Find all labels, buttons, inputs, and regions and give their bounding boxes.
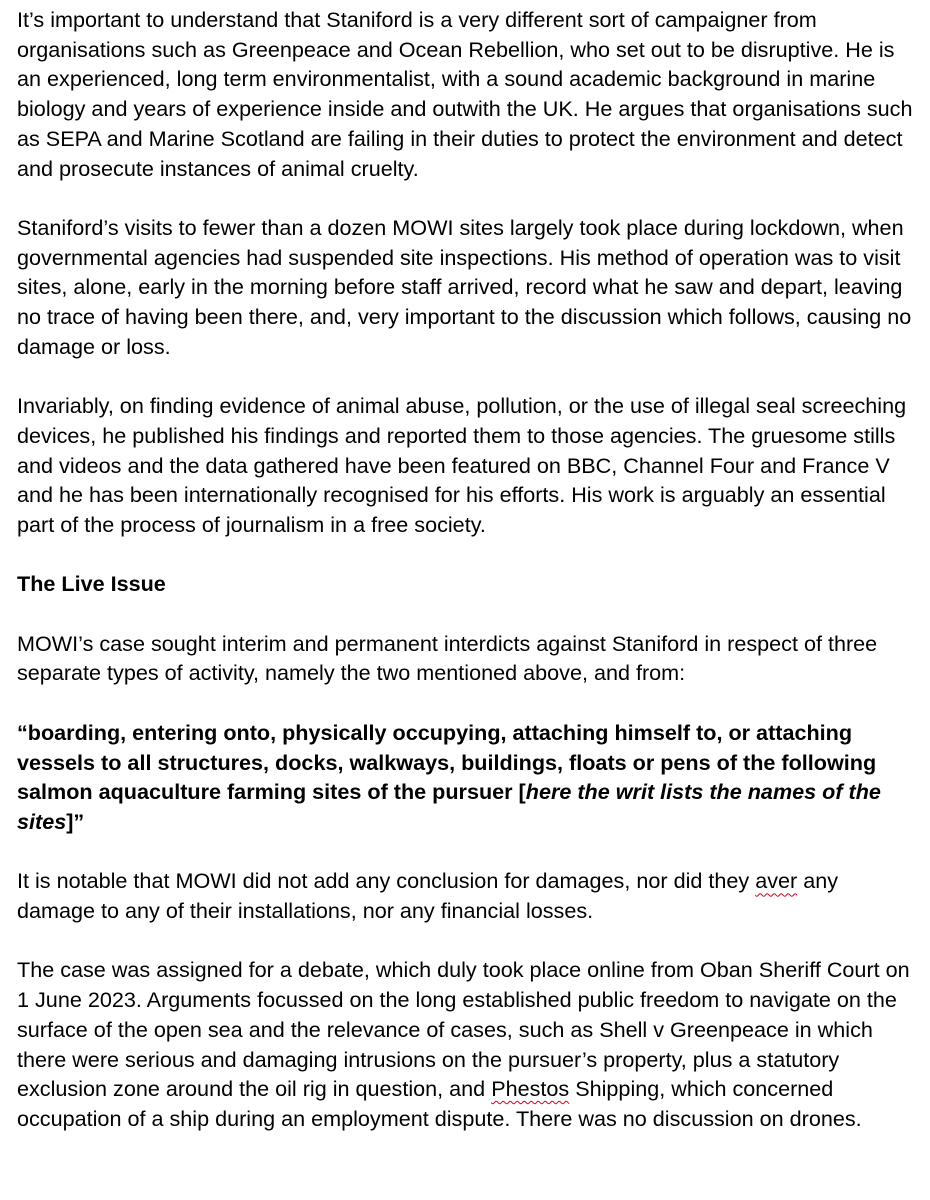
document-body <box>17 5 917 1134</box>
paragraph-findings-published: Invariably, on finding evidence of animal abuse, pollution, or the use of illegal seal screeching devices, he published his findings and reported them to those agencies. The gruesome stills and videos and the data gathered have been featured on BBC, Channel Four and France V and he has been internationally recognised for his efforts. His work is arguably an essential part of the process of journalism in a free society. <box>17 393 907 537</box>
section-heading-live-issue: The Live Issue <box>17 571 166 597</box>
quote-italic-note: here the writ lists the names of the sites <box>17 779 881 834</box>
quoted-writ-clause <box>17 718 917 837</box>
quote-close: ]” <box>66 808 85 834</box>
spellcheck-flagged-word[interactable]: Phestos <box>491 1076 570 1102</box>
paragraph-interdicts: MOWI’s case sought interim and permanent interdicts against Staniford in respect of three separate types of activity, namely the two mentioned above, and from: <box>17 630 878 686</box>
paragraph-campaigner-background: It’s important to understand that Staniford is a very different sort of campaigner from organisations such as Greenpeace and Ocean Rebellion, who set out to be disruptive. He is an experienced, long term environmentalist, with a sound academic background in marine biology and years of experience inside and outwith the UK. He argues that organisations such as SEPA and Marine Scotland are failing in their duties to protect the environment and detect and prosecute instances of animal cruelty. <box>17 7 913 181</box>
spellcheck-flagged-word[interactable]: aver <box>755 868 798 894</box>
text-segment: It is notable that MOWI did not add any conclusion for damages, nor did they <box>17 868 756 894</box>
quote-text: “boarding, entering onto, physically occupying, attaching himself to, or attaching vessels to all structures, docks, walkways, buildings, floats or pens of the following salmon aquaculture farming sites of the pursuer [ <box>17 719 877 805</box>
paragraph-debate <box>17 955 917 1133</box>
text-segment: Shipping, which concerned occupation of a ship during an employment dispute. There was no discussion on drones. <box>17 1076 862 1131</box>
text-segment: The case was assigned for a debate, which duly took place online from Oban Sheriff Court on 1 June 2023. Arguments focussed on the long established public freedom to navigate on the surface of the open sea and the relevance of cases, such as Shell v Greenpeace in which there were serious and damaging intrusions on the pursuer’s property, plus a statutory exclusion zone around the oil rig in question, and <box>17 957 910 1102</box>
paragraph-no-damages <box>17 866 917 925</box>
paragraph-site-visits: Staniford’s visits to fewer than a dozen MOWI sites largely took place during lockdown, when governmental agencies had suspended site inspections. His method of operation was to visit sites, alone, early in the morning before staff arrived, record what he saw and depart, leaving no trace of having been there, and, very important to the discussion which follows, causing no damage or loss. <box>17 214 912 359</box>
text-segment: any damage to any of their installations, nor any financial losses. <box>17 868 839 923</box>
